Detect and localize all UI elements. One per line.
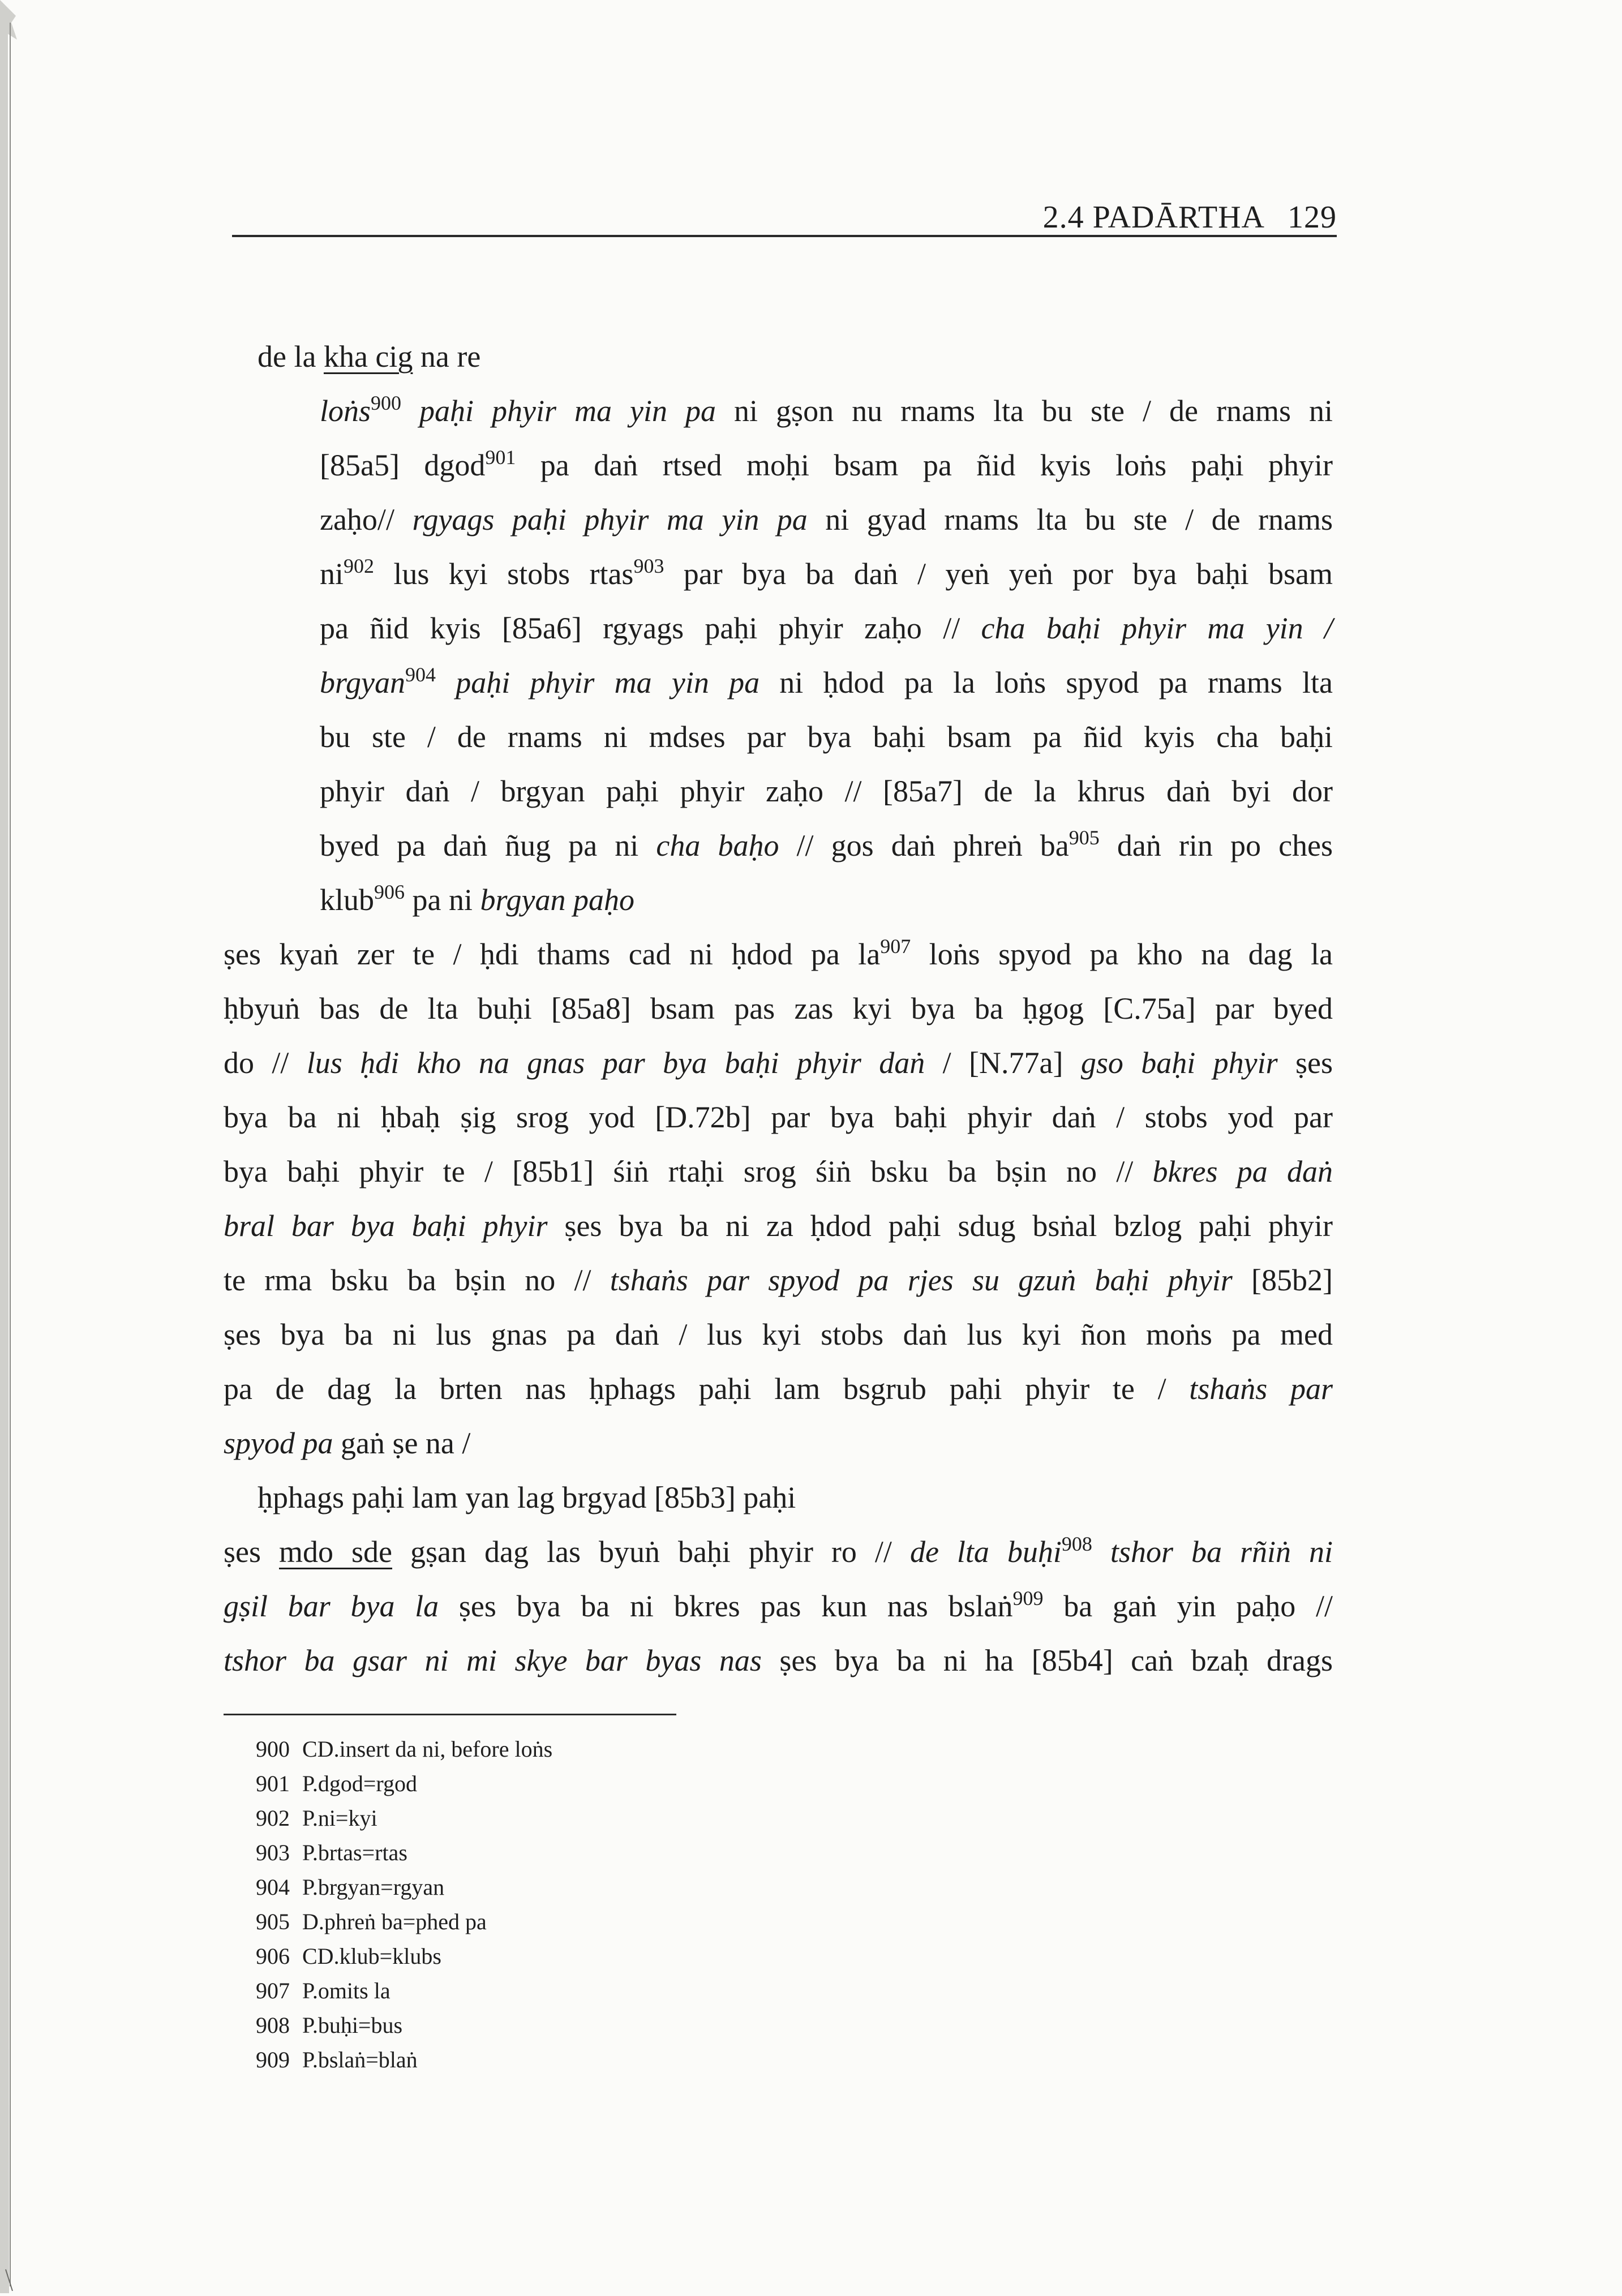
footnote-number: 908 [256, 2012, 290, 2038]
section-title: 2.4 PADĀRTHA [1042, 200, 1265, 235]
text-span: do // [224, 1046, 307, 1080]
text-span: bya baḥi phyir te / [85b1] śiṅ rtaḥi srog śiṅ bsku ba bṣin no // [224, 1155, 1153, 1188]
text-line [224, 1416, 1333, 1470]
footnote-rule [224, 1714, 676, 1715]
text-span: phyir daṅ / brgyan paḥi phyir zaḥo // [85a7] de la khrus daṅ byi dor [320, 774, 1333, 808]
footnote-ref: 908 [1061, 1533, 1092, 1555]
text-span: / [N.77a] [925, 1046, 1081, 1080]
footnote [256, 1939, 552, 1973]
text-line [224, 1253, 1333, 1307]
text-line [224, 1036, 1333, 1090]
footnote-ref: 900 [371, 392, 402, 414]
text-span: ḥbyuṅ bas de lta buḥi [85a8] bsam pas zas kyi bya ba ḥgog [C.75a] par byed [224, 992, 1333, 1025]
text-span: ṣes bya ba ni za ḥdod paḥi sdug bsṅal bzlog paḥi phyir [547, 1209, 1333, 1243]
footnote-text: P.ni=kyi [302, 1805, 377, 1831]
text-span: ni ḥdod pa la loṅs spyod pa rnams lta [759, 666, 1333, 699]
text-span: [85a5] dgod [320, 448, 486, 482]
page-edge-shadow [0, 0, 28, 2293]
footnote-text: P.brtas=rtas [302, 1840, 407, 1865]
text-line [224, 547, 1333, 601]
text-line [224, 329, 1333, 384]
footnote [256, 1766, 552, 1801]
text-span: klub [320, 883, 375, 917]
text-line [224, 1470, 1333, 1525]
footnote-text: P.dgod=rgod [302, 1771, 417, 1796]
footnote-number: 905 [256, 1909, 290, 1934]
footnote [256, 1835, 552, 1870]
text-span: ṣes bya ba ni lus gnas pa daṅ / lus kyi stobs daṅ lus kyi ñon moṅs pa med [224, 1317, 1333, 1351]
footnote-text: P.bslaṅ=blaṅ [302, 2047, 418, 2072]
footnote [256, 2008, 552, 2042]
footnote-number: 903 [256, 1840, 290, 1865]
text-line [224, 1525, 1333, 1579]
footnote-number: 901 [256, 1771, 290, 1796]
text-span: spyod pa [224, 1426, 333, 1460]
text-span: na re [413, 340, 481, 374]
text-span: ni gṣon nu rnams lta bu ste / de rnams ni [716, 394, 1333, 428]
text-line [224, 1579, 1333, 1633]
footnote [256, 1801, 552, 1835]
text-span: brgyan paḥo [480, 883, 634, 917]
text-span: bral bar bya baḥi phyir [224, 1209, 548, 1243]
text-span: pa ñid kyis [85a6] rgyags paḥi phyir zaḥo // [320, 611, 981, 645]
running-head [1043, 199, 1337, 235]
text-span: ṣes [1277, 1046, 1333, 1080]
footnote-text: P.buḥi=bus [302, 2012, 403, 2038]
footnote-ref: 906 [374, 881, 405, 903]
text-span: ṣes kyaṅ zer te / ḥdi thams cad ni ḥdod pa la [224, 937, 881, 971]
text-span: paḥi phyir ma yin pa [435, 666, 760, 699]
text-line [224, 384, 1333, 438]
text-line [224, 981, 1333, 1036]
footnote-ref: 905 [1069, 826, 1100, 849]
text-line [224, 655, 1333, 710]
footnote-ref: 907 [880, 935, 911, 958]
text-span: ṣes bya ba ni ha [85b4] caṅ bzaḥ drags [761, 1643, 1333, 1677]
text-span: daṅ rin po ches [1099, 829, 1333, 862]
text-span: [85b2] [1232, 1263, 1333, 1297]
body-text [224, 329, 1333, 1688]
text-line [224, 492, 1333, 547]
footnote [256, 1904, 552, 1939]
text-span: loṅs [320, 394, 371, 428]
page-number: 129 [1288, 200, 1337, 235]
footnote [256, 1732, 552, 1766]
text-line [224, 1144, 1333, 1199]
text-span: ṣes bya ba ni bkres pas kun nas bslaṅ [439, 1589, 1013, 1623]
text-span: bu ste / de rnams ni mdses par bya baḥi bsam pa ñid kyis cha baḥi [320, 720, 1333, 754]
text-span: byed pa daṅ ñug pa ni [320, 829, 656, 862]
text-span: gso baḥi phyir [1080, 1046, 1278, 1080]
text-span: lus kyi stobs rtas [374, 557, 634, 591]
text-span: ni [320, 557, 344, 591]
text-span: tshor ba rñiṅ ni [1092, 1535, 1333, 1569]
footnote-text: CD.insert da ni, before loṅs [302, 1736, 553, 1762]
text-line [224, 1362, 1333, 1416]
footnote-ref: 903 [633, 555, 664, 577]
text-span: rgyags paḥi phyir ma yin pa [412, 503, 808, 537]
footnote [256, 1973, 552, 2008]
footnote-ref: 904 [405, 663, 436, 686]
text-line [224, 1633, 1333, 1688]
footnote-ref: 909 [1012, 1587, 1044, 1610]
text-span: zaḥo// [320, 503, 413, 537]
text-span: tshaṅs par [1189, 1372, 1333, 1406]
text-span: bya ba ni ḥbaḥ ṣig srog yod [D.72b] par bya baḥi phyir daṅ / stobs yod par [224, 1100, 1333, 1134]
text-span: kha cig [323, 340, 413, 374]
text-line [224, 873, 1333, 927]
footnote [256, 1870, 552, 1904]
text-span: cha baḥo [656, 829, 779, 862]
text-span: de la [258, 340, 324, 374]
text-span: pa daṅ rtsed moḥi bsam pa ñid kyis loṅs paḥi phyir [516, 448, 1333, 482]
text-line [224, 1199, 1333, 1253]
text-span: ba gaṅ yin paḥo // [1043, 1589, 1333, 1623]
text-span: mdo sde [279, 1535, 393, 1569]
footnote-number: 900 [256, 1736, 290, 1762]
footnote-text: D.phreṅ ba=phed pa [302, 1909, 487, 1934]
footnote-number: 909 [256, 2047, 290, 2072]
text-span: ṣes [224, 1535, 280, 1569]
text-line [224, 438, 1333, 492]
text-span: lus ḥdi kho na gnas par bya baḥi phyir daṅ [306, 1046, 925, 1080]
text-span: gaṅ ṣe na / [333, 1426, 471, 1460]
text-span: ḥphags paḥi lam yan lag brgyad [85b3] paḥi [258, 1480, 796, 1514]
footnote-ref: 902 [344, 555, 375, 577]
text-span: // gos daṅ phreṅ ba [779, 829, 1069, 862]
text-span: te rma bsku ba bṣin no // [224, 1263, 610, 1297]
text-span: paḥi phyir ma yin pa [401, 394, 716, 428]
text-span: ni gyad rnams lta bu ste / de rnams [807, 503, 1333, 537]
text-line [224, 1090, 1333, 1144]
footnote-text: CD.klub=klubs [302, 1943, 441, 1969]
text-line [224, 927, 1333, 981]
text-span: cha baḥi phyir ma yin / [981, 611, 1333, 645]
text-span: pa ni [405, 883, 480, 917]
text-span: gṣil bar bya la [224, 1589, 439, 1623]
text-span: bkres pa daṅ [1152, 1155, 1333, 1188]
text-line [224, 601, 1333, 655]
text-line [224, 1307, 1333, 1362]
footnote-number: 906 [256, 1943, 290, 1969]
text-span: gṣan dag las byuṅ baḥi phyir ro // [392, 1535, 910, 1569]
footnote-text: P.omits la [302, 1978, 391, 2003]
footnote [256, 2042, 552, 2077]
text-span: tshaṅs par spyod pa rjes su gzuṅ baḥi phyir [610, 1263, 1233, 1297]
header-rule [232, 235, 1337, 237]
text-span: de lta buḥi [909, 1535, 1062, 1569]
footnotes [256, 1732, 552, 2077]
text-line [224, 710, 1333, 764]
footnote-ref: 901 [485, 446, 516, 469]
text-span: par bya ba daṅ / yeṅ yeṅ por bya baḥi bsam [664, 557, 1333, 591]
text-span: tshor ba gsar ni mi skye bar byas nas [224, 1643, 762, 1677]
footnote-number: 902 [256, 1805, 290, 1831]
footnote-number: 904 [256, 1874, 290, 1900]
footnote-number: 907 [256, 1978, 290, 2003]
text-line [224, 764, 1333, 818]
text-span: pa de dag la brten nas ḥphags paḥi lam bsgrub paḥi phyir te / [224, 1372, 1190, 1406]
text-line [224, 818, 1333, 873]
footnote-text: P.brgyan=rgyan [302, 1874, 445, 1900]
text-span: loṅs spyod pa kho na dag la [911, 937, 1333, 971]
text-span: brgyan [320, 666, 405, 699]
